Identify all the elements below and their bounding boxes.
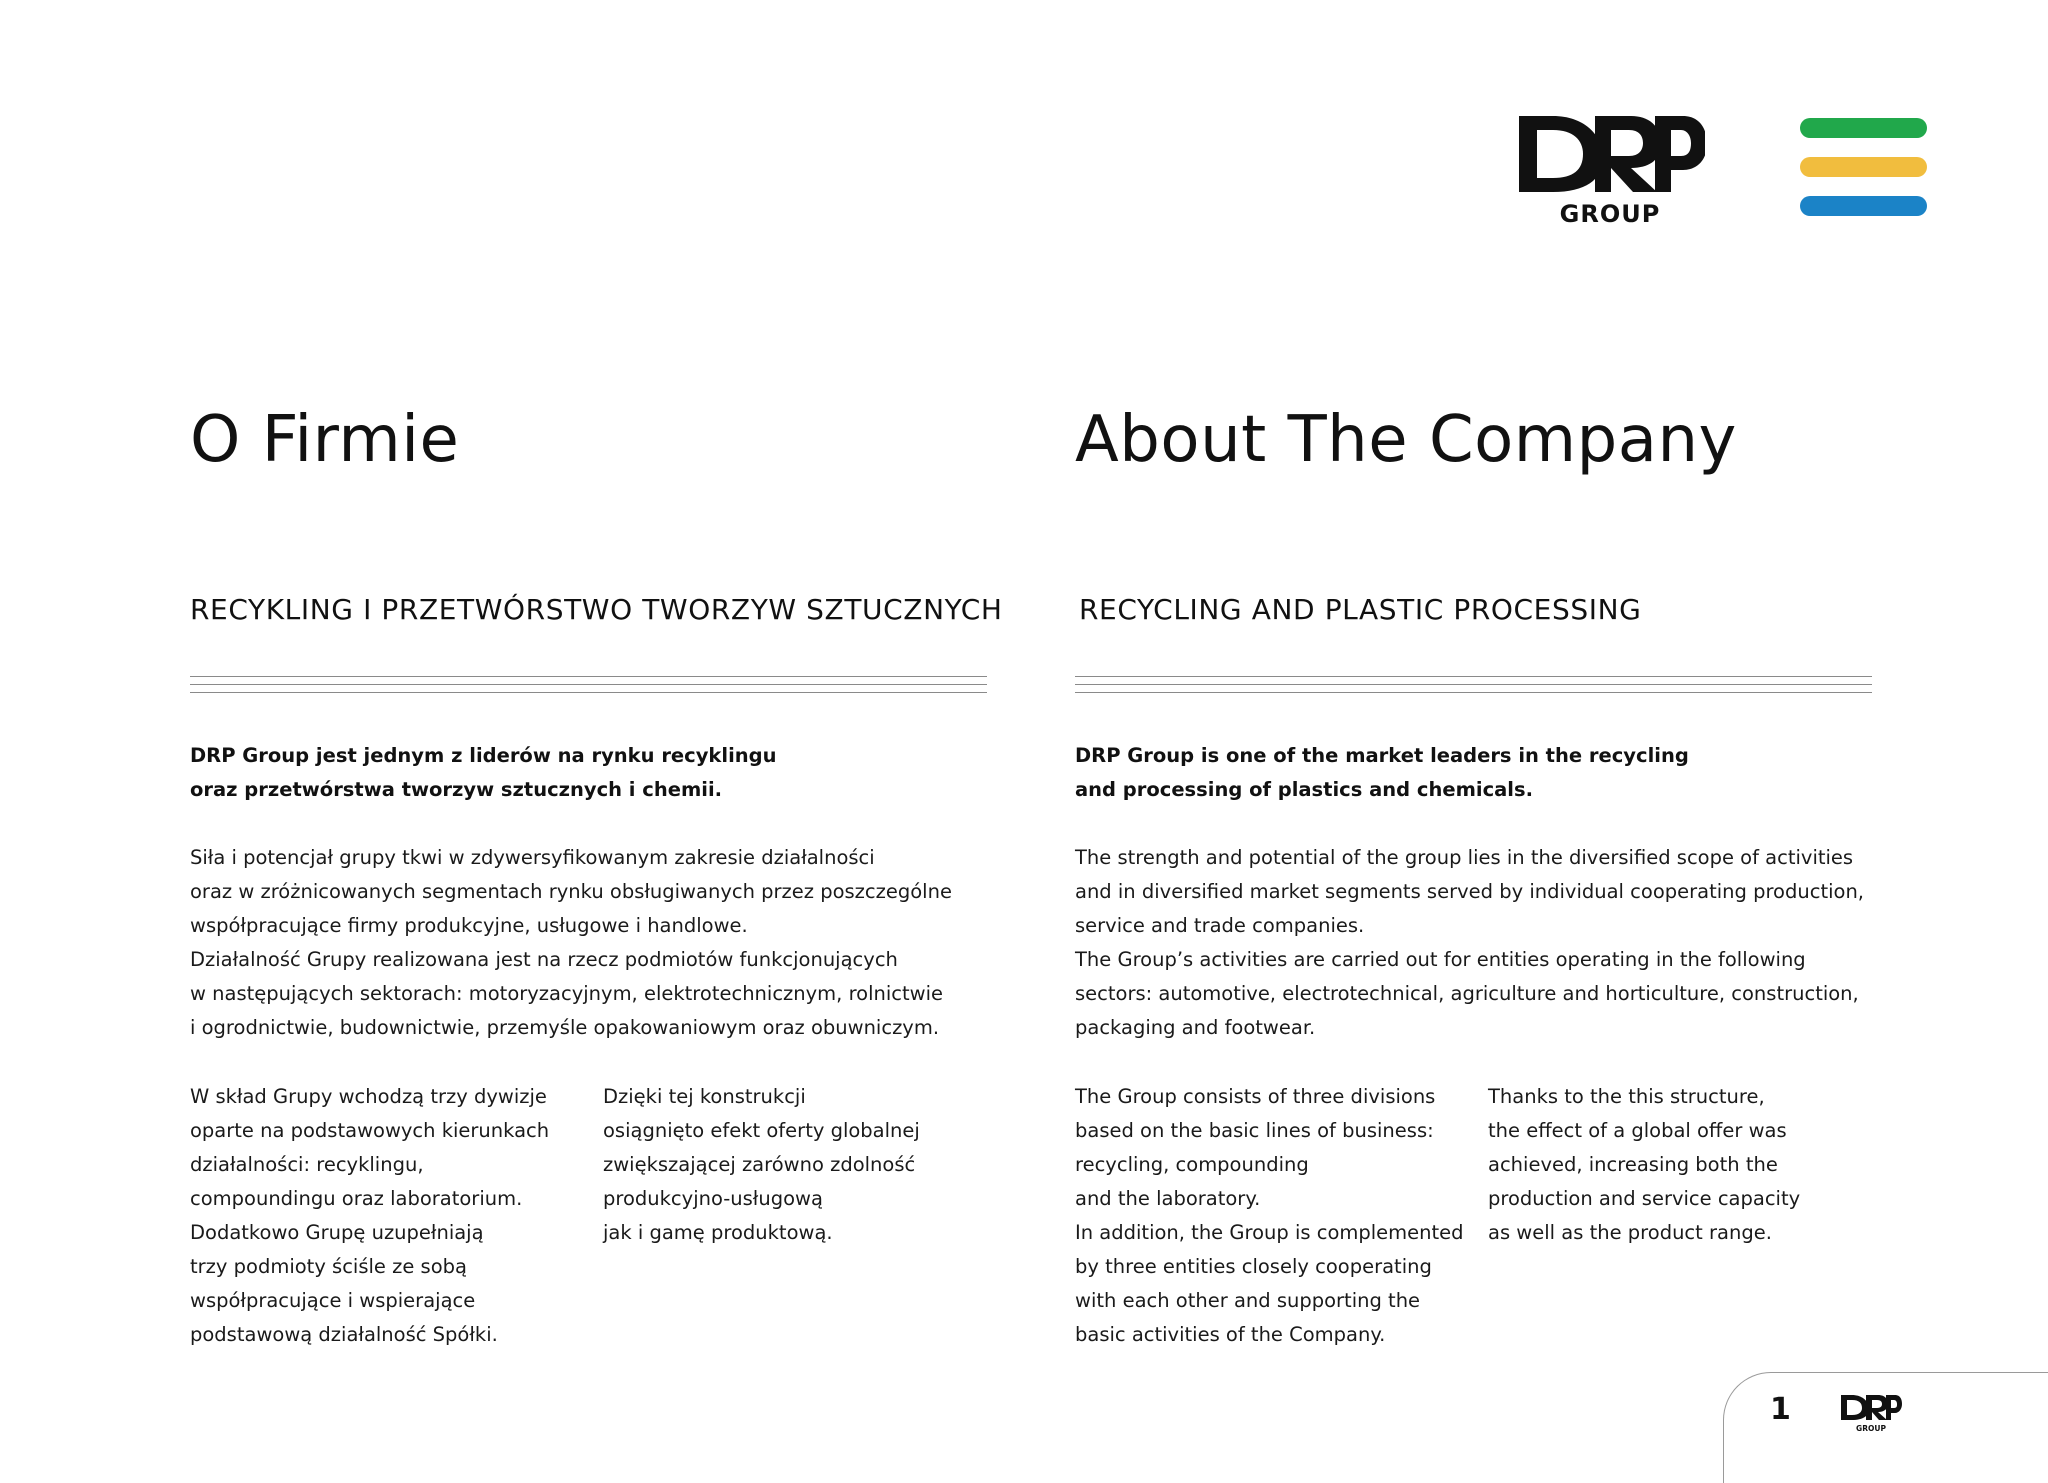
text-line: based on the basic lines of business: xyxy=(1075,1119,1434,1142)
logo-sub-text: GROUP xyxy=(1559,200,1661,228)
text-line: zwiększającej zarówno zdolność xyxy=(603,1153,916,1176)
text-line: packaging and footwear. xyxy=(1075,1016,1316,1039)
text-line: Działalność Grupy realizowana jest na rzecz podmiotów funkcjonujących xyxy=(190,948,898,971)
drp-group-logo xyxy=(1515,108,1705,228)
text-line: and processing of plastics and chemicals. xyxy=(1075,778,1533,801)
text-line: as well as the product range. xyxy=(1488,1221,1772,1244)
divider-lines-pl xyxy=(190,676,987,700)
text-line: W skład Grupy wchodzą trzy dywizje xyxy=(190,1085,547,1108)
text-line: achieved, increasing both the xyxy=(1488,1153,1778,1176)
text-line: w następujących sektorach: motoryzacyjnym, elektrotechnicznym, rolnictwie xyxy=(190,982,944,1005)
text-line: DRP Group jest jednym z liderów na rynku recyklingu xyxy=(190,744,777,767)
text-line: działalności: recyklingu, xyxy=(190,1153,424,1176)
page-number: 1 xyxy=(1770,1392,1791,1427)
text-line: The Group consists of three divisions xyxy=(1075,1085,1436,1108)
text-line: osiągnięto efekt oferty globalnej xyxy=(603,1119,920,1142)
text-line: Dodatkowo Grupę uzupełniają xyxy=(190,1221,484,1244)
text-line: basic activities of the Company. xyxy=(1075,1323,1386,1346)
text-line: and in diversified market segments served by individual cooperating production, xyxy=(1075,880,1864,903)
text-line: by three entities closely cooperating xyxy=(1075,1255,1432,1278)
text-line: with each other and supporting the xyxy=(1075,1289,1421,1312)
text-line: współpracujące i wspierające xyxy=(190,1289,476,1312)
text-line: The strength and potential of the group lies in the diversified scope of activities xyxy=(1075,846,1854,869)
text-line: compoundingu oraz laboratorium. xyxy=(190,1187,523,1210)
section-subtitle-pl: RECYKLING I PRZETWÓRSTWO TWORZYW SZTUCZNYCH xyxy=(190,593,1003,626)
text-line: oraz przetwórstwa tworzyw sztucznych i chemii. xyxy=(190,778,723,801)
text-line: Dzięki tej konstrukcji xyxy=(603,1085,806,1108)
divider-lines-en xyxy=(1075,676,1872,700)
text-line: podstawową działalność Spółki. xyxy=(190,1323,498,1346)
logo-small-sub-text: GROUP xyxy=(1856,1424,1886,1433)
page-title-en: About The Company xyxy=(1075,403,1737,477)
text-line: production and service capacity xyxy=(1488,1187,1801,1210)
text-line: i ogrodnictwie, budownictwie, przemyśle opakowaniowym oraz obuwniczym. xyxy=(190,1016,940,1039)
stripe-blue xyxy=(1800,196,1927,216)
lead-paragraph-en xyxy=(1075,739,1689,807)
divisions-paragraph-en xyxy=(1075,1080,1464,1352)
text-line: oparte na podstawowych kierunkach xyxy=(190,1119,550,1142)
text-line: trzy podmioty ściśle ze sobą xyxy=(190,1255,467,1278)
structure-paragraph-pl xyxy=(603,1080,920,1250)
text-line: jak i gamę produktową. xyxy=(603,1221,833,1244)
text-line: współpracujące firmy produkcyjne, usługowe i handlowe. xyxy=(190,914,748,937)
text-line: oraz w zróżnicowanych segmentach rynku obsługiwanych przez poszczególne xyxy=(190,880,952,903)
section-subtitle-en: RECYCLING AND PLASTIC PROCESSING xyxy=(1079,593,1642,626)
text-line: Siła i potencjał grupy tkwi w zdywersyfikowanym zakresie działalności xyxy=(190,846,875,869)
color-stripes xyxy=(1800,118,1927,235)
text-line: recycling, compounding xyxy=(1075,1153,1309,1176)
body-paragraph-en xyxy=(1075,841,1864,1045)
text-line: In addition, the Group is complemented xyxy=(1075,1221,1464,1244)
text-line: and the laboratory. xyxy=(1075,1187,1261,1210)
text-line: the effect of a global offer was xyxy=(1488,1119,1787,1142)
page-title-pl: O Firmie xyxy=(190,403,460,477)
text-line: The Group’s activities are carried out for entities operating in the following xyxy=(1075,948,1806,971)
text-line: Thanks to the this structure, xyxy=(1488,1085,1765,1108)
structure-paragraph-en xyxy=(1488,1080,1800,1250)
text-line: sectors: automotive, electrotechnical, agriculture and horticulture, construction, xyxy=(1075,982,1859,1005)
divisions-paragraph-pl xyxy=(190,1080,549,1352)
text-line: DRP Group is one of the market leaders in the recycling xyxy=(1075,744,1689,767)
text-line: service and trade companies. xyxy=(1075,914,1365,937)
text-line: produkcyjno-usługową xyxy=(603,1187,823,1210)
stripe-green xyxy=(1800,118,1927,138)
drp-group-logo-small xyxy=(1840,1393,1902,1433)
lead-paragraph-pl xyxy=(190,739,777,807)
body-paragraph-pl xyxy=(190,841,952,1045)
stripe-yellow xyxy=(1800,157,1927,177)
